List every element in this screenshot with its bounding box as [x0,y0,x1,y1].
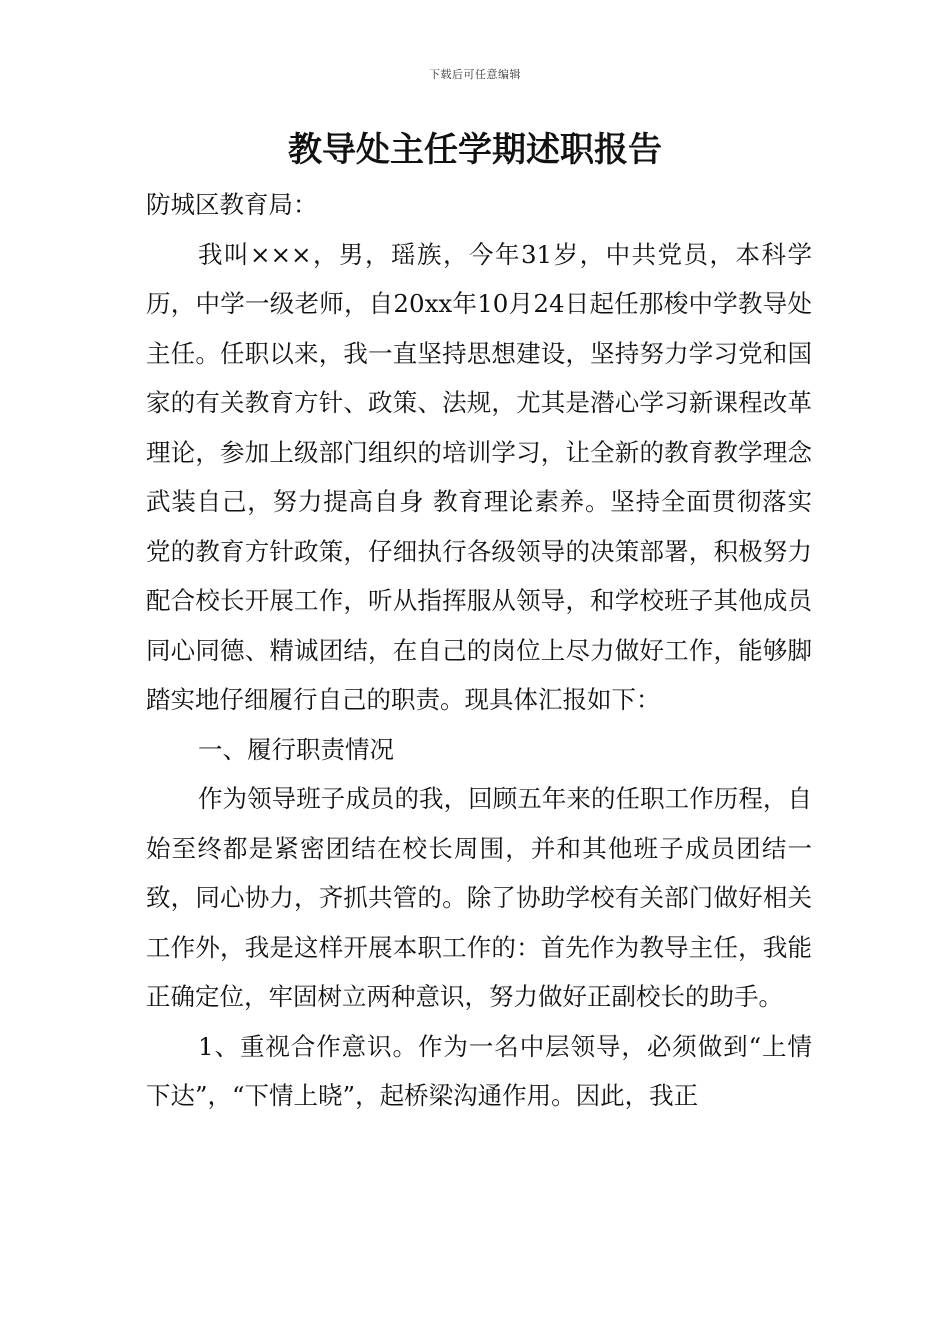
paragraph-duties: 作为领导班子成员的我，回顾五年来的任职工作历程，自始至终都是紧密团结在校长周围，并和其他班子成员团结一致，同心协力，齐抓共管的。除了协助学校有关部门做好相关工作外，我是这样开展本职工作的：首先作为教导主任，我能正确定位，牢固树立两种意识，努力做好正副校长的助手。 [146,784,812,1011]
salutation: 防城区教育局： [146,190,318,219]
paragraph-cooperation: 1、重视合作意识。作为一名中层领导，必须做到“上情下达”，“下情上晓”，起桥梁沟通作用。因此，我正 [146,1031,812,1110]
paragraph-introduction: 我叫×××，男，瑶族，今年31岁，中共党员，本科学历，中学一级老师，自20xx年10月24日起任那梭中学教导处主任。任职以来，我一直坚持思想建设，坚持努力学习党和国家的有关教育方针、政策、法规，尤其是潜心学习新课程改革理论，参加上级部门组织的培训学习，让全新的教育教学理念武装自己，努力提高自身 教育理论素养。坚持全面贯彻落实党的教育方针政策，仔细执行各级领导的决策部署，积极努力配合校长开展工作，听从指挥服从领导，和学校班子其他成员同心同德、精诚团结，在自己的岗位上尽力做好工作，能够脚踏实地仔细履行自己的职责。现具体汇报如下： [146,239,812,714]
section-heading: 一、履行职责情况 [198,734,394,764]
header-note: 下载后可任意编辑 [429,68,521,81]
document-body [146,180,812,1121]
page-title: 教导处主任学期述职报告 [288,130,662,170]
